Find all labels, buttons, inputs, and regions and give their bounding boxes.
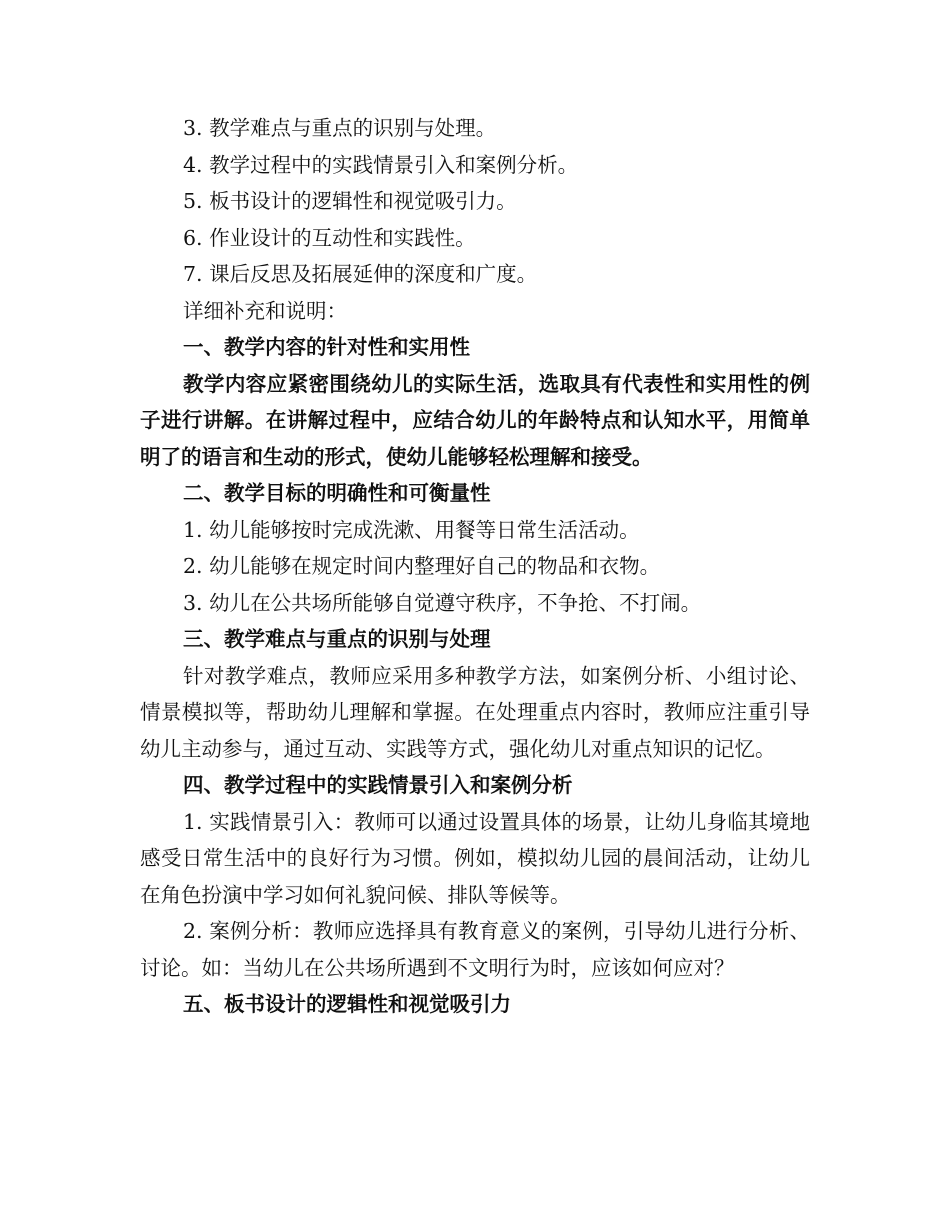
list-item: 7. 课后反思及拓展延伸的深度和广度。 bbox=[183, 262, 538, 286]
section-heading-2: 二、教学目标的明确性和可衡量性 bbox=[183, 481, 491, 505]
section-body-4-paragraph-1: 1. 实践情景引入：教师可以通过设置具体的场景，让幼儿身临其境地感受日常生活中的良好行为习惯。例如，模拟幼儿园的晨间活动，让幼儿在角色扮演中学习如何礼貌问候、排队等候等。 bbox=[140, 809, 810, 907]
section-heading-5: 五、板书设计的逻辑性和视觉吸引力 bbox=[183, 992, 511, 1016]
list-item: 3. 教学难点与重点的识别与处理。 bbox=[183, 116, 497, 140]
section-body-3: 针对教学难点，教师应采用多种教学方法，如案例分析、小组讨论、情景模拟等，帮助幼儿理解和掌握。在处理重点内容时，教师应注重引导幼儿主动参与，通过互动、实践等方式，强化幼儿对重点知识的记忆。 bbox=[140, 663, 810, 761]
section-heading-4: 四、教学过程中的实践情景引入和案例分析 bbox=[183, 773, 573, 797]
section-body-1: 教学内容应紧密围绕幼儿的实际生活，选取具有代表性和实用性的例子进行讲解。在讲解过程中，应结合幼儿的年龄特点和认知水平，用简单明了的语言和生动的形式，使幼儿能够轻松理解和接受。 bbox=[140, 371, 810, 469]
list-item: 3. 幼儿在公共场所能够自觉遵守秩序，不争抢、不打闹。 bbox=[183, 590, 702, 615]
list-item: 4. 教学过程中的实践情景引入和案例分析。 bbox=[183, 152, 579, 177]
list-item: 1. 幼儿能够按时完成洗漱、用餐等日常生活活动。 bbox=[183, 517, 640, 542]
list-item: 2. 幼儿能够在规定时间内整理好自己的物品和衣物。 bbox=[183, 554, 661, 578]
section-body-4-paragraph-2: 2. 案例分析：教师应选择具有教育意义的案例，引导幼儿进行分析、讨论。如：当幼儿在公共场所遇到不文明行为时，应该如何应对？ bbox=[140, 919, 810, 980]
section-heading-1: 一、教学内容的针对性和实用性 bbox=[183, 335, 470, 359]
document-body bbox=[140, 110, 810, 1023]
list-item: 5. 板书设计的逻辑性和视觉吸引力。 bbox=[183, 189, 517, 213]
section-heading-3: 三、教学难点与重点的识别与处理 bbox=[183, 627, 491, 651]
intro-text: 详细补充和说明： bbox=[183, 298, 347, 323]
list-item: 6. 作业设计的互动性和实践性。 bbox=[183, 225, 476, 250]
